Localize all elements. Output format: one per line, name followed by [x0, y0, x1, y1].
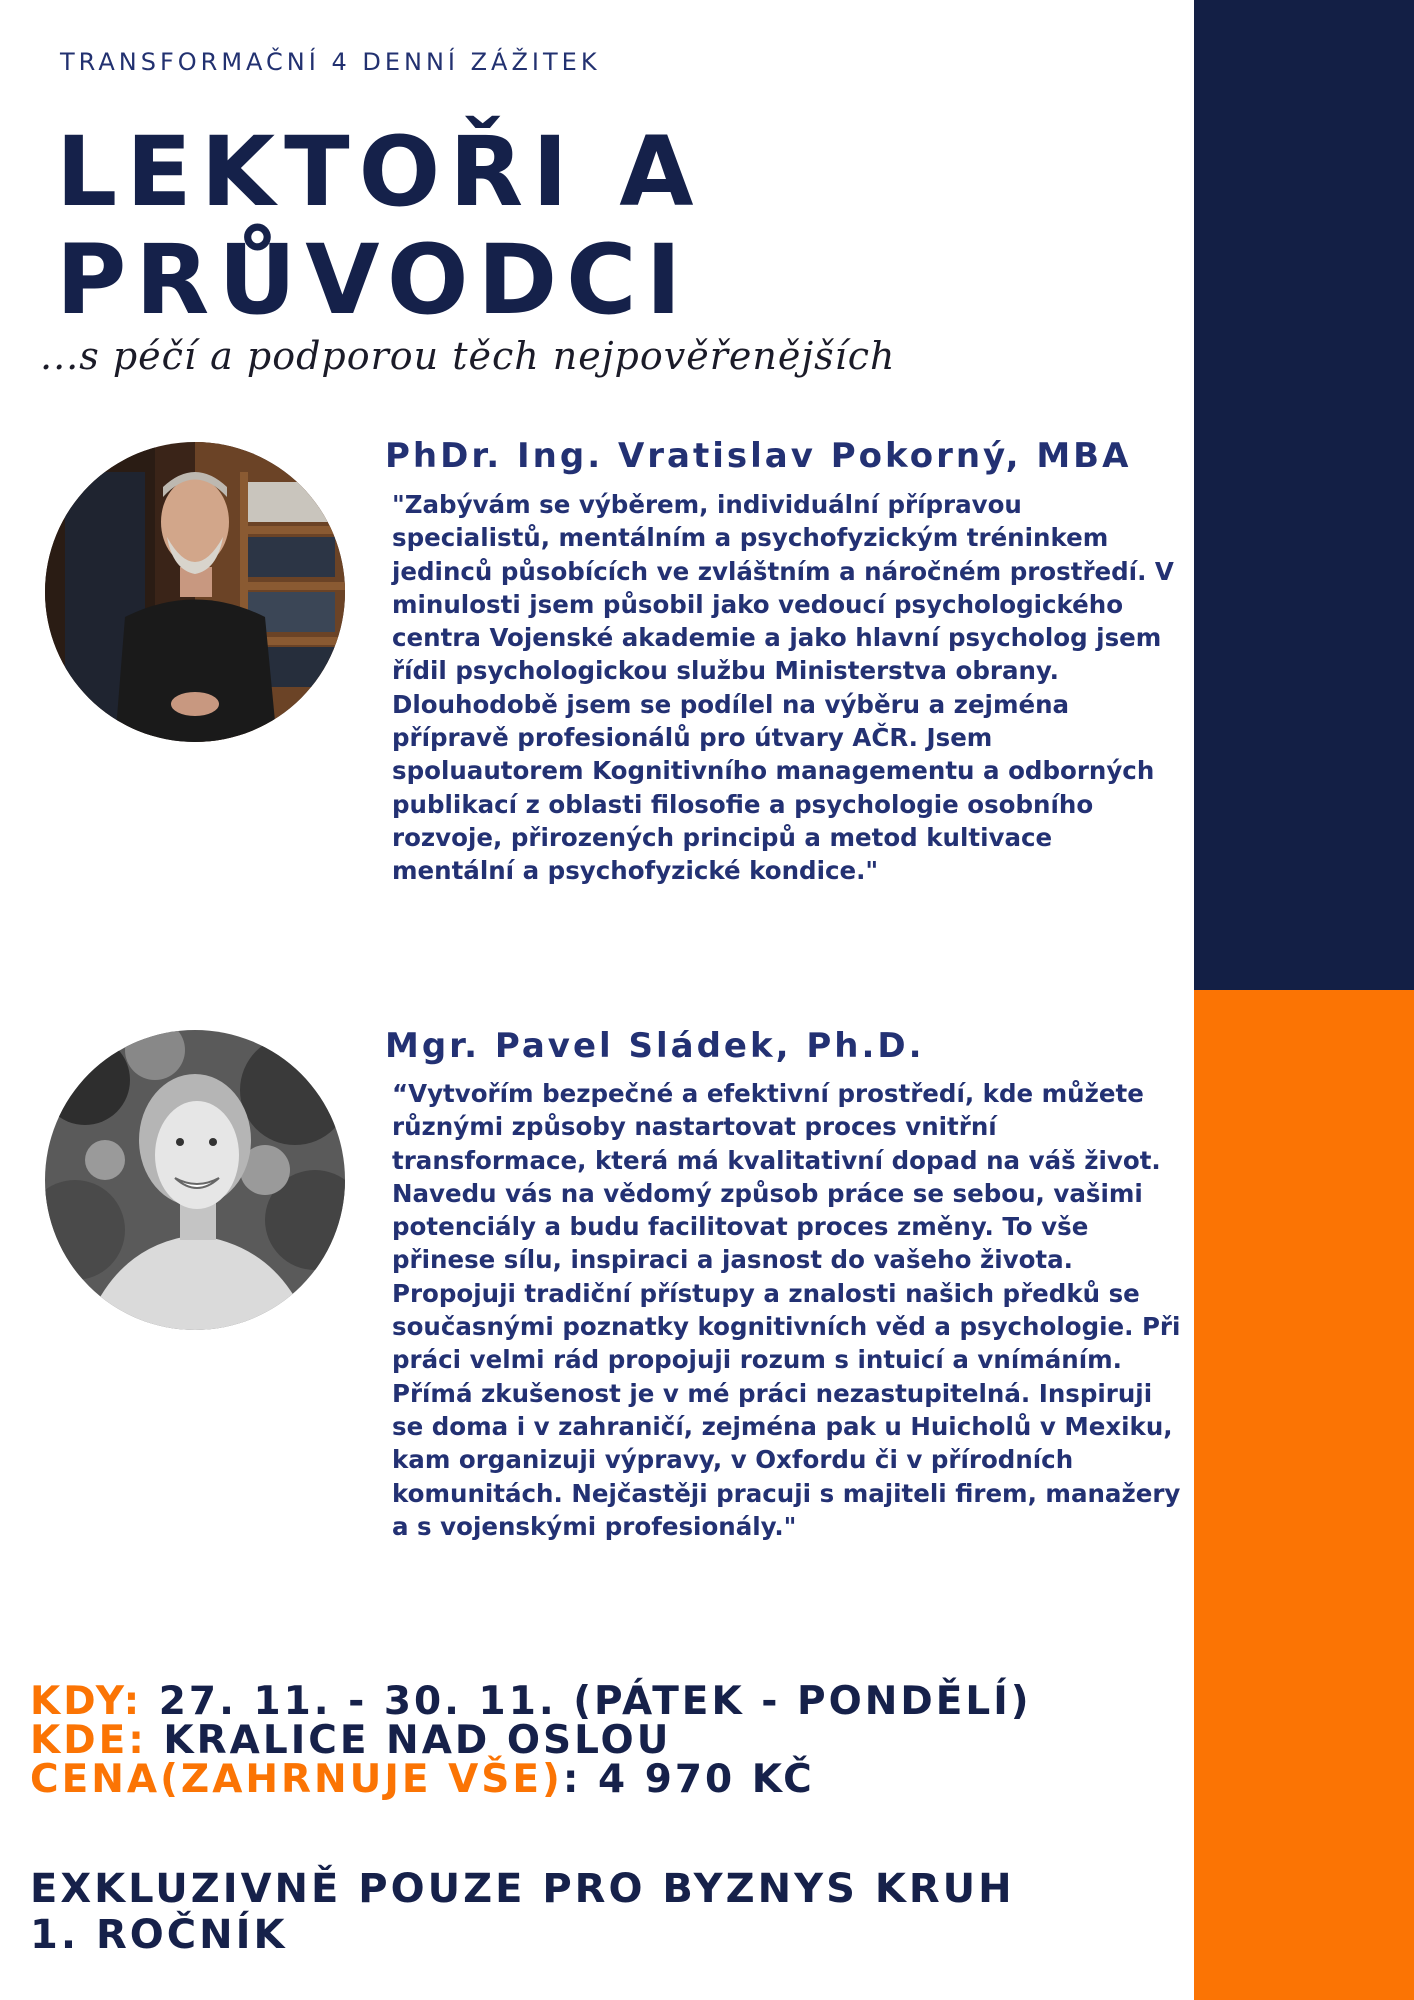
- tagline: ...s péčí a podporou těch nejpověřenějších: [40, 334, 896, 378]
- event-when-label: KDY:: [30, 1679, 143, 1724]
- event-where: [30, 1718, 1032, 1763]
- event-price: [30, 1757, 1032, 1802]
- page-title: [56, 118, 1056, 334]
- event-info: [30, 1679, 1032, 1802]
- event-where-value: KRALICE NAD OSLOU: [146, 1718, 672, 1763]
- lecturer-1-name: PhDr. Ing. Vratislav Pokorný, MBA: [385, 436, 1132, 476]
- page-title-line-1: LEKTOŘI A: [56, 116, 703, 228]
- exclusive-note-line-2: 1. ROČNÍK: [30, 1912, 288, 1958]
- lecturer-2-bio: “Vytvořím bezpečné a efektivní prostředí, kde můžete různými způsoby nastartovat proces vnitřní transformace, která má kvalitativní dopad na váš život. Navedu vás na vědomý způsob práce se sebou, vašimi potenciály a budu facilitovat proces změny. To vše přinese sílu, inspiraci a jasnost do vašeho života. Propojuji tradiční přístupy a znalosti našich předků se současnými poznatky kognitivních věd a psychologie. Při práci velmi rád propojuji rozum s intuicí a vnímáním. Přímá zkušenost je v mé práci nezastupitelná. Inspiruji se doma i v zahraničí, zejména pak u Huicholů v Mexiku, kam organizuji výpravy, v Oxfordu či v přírodních komunitách. Nejčastěji pracuji s majiteli firem, manažery a s vojenskými profesionály.": [392, 1079, 1181, 1541]
- event-price-label: CENA(ZAHRNUJE VŠE): [30, 1757, 563, 1802]
- portrait-photo-icon: [45, 442, 345, 742]
- event-price-value: : 4 970 KČ: [562, 1757, 815, 1802]
- page-title-line-2: PRŮVODCI: [56, 224, 691, 336]
- accent-band-navy: [1194, 0, 1414, 990]
- lecturer-1-portrait-photo: [45, 442, 345, 742]
- event-where-label: KDE:: [30, 1718, 147, 1763]
- exclusive-note-line-1: EXKLUZIVNĚ POUZE PRO BYZNYS KRUH: [30, 1866, 1015, 1912]
- lecturer-1-bio: "Zabývám se výběrem, individuální přípravou specialistů, mentálním a psychofyzickým tréninkem jedinců působících ve zvláštním a náročném prostředí. V minulosti jsem působil jako vedoucí psychologického centra Vojenské akademie a jako hlavní psycholog jsem řídil psychologickou službu Ministerstva obrany. Dlouhodobě jsem se podílel na výběru a zejména přípravě profesionálů pro útvary AČR. Jsem spoluautorem Kognitivního managementu a odborných publikací z oblasti filosofie a psychologie osobního rozvoje, přirozených principů a metod kultivace mentální a psychofyzické kondice.": [392, 490, 1174, 886]
- kicker-text: TRANSFORMAČNÍ 4 DENNÍ ZÁŽITEK: [60, 48, 601, 76]
- exclusive-note: [30, 1866, 1015, 1958]
- portrait-photo-icon: [45, 1030, 345, 1330]
- accent-band-orange: [1194, 990, 1414, 2000]
- event-when: [30, 1679, 1032, 1724]
- lecturer-2-portrait-photo: [45, 1030, 345, 1330]
- event-when-value: 27. 11. - 30. 11. (PÁTEK - PONDĚLÍ): [142, 1679, 1032, 1724]
- lecturer-2-name: Mgr. Pavel Sládek, Ph.D.: [385, 1026, 925, 1066]
